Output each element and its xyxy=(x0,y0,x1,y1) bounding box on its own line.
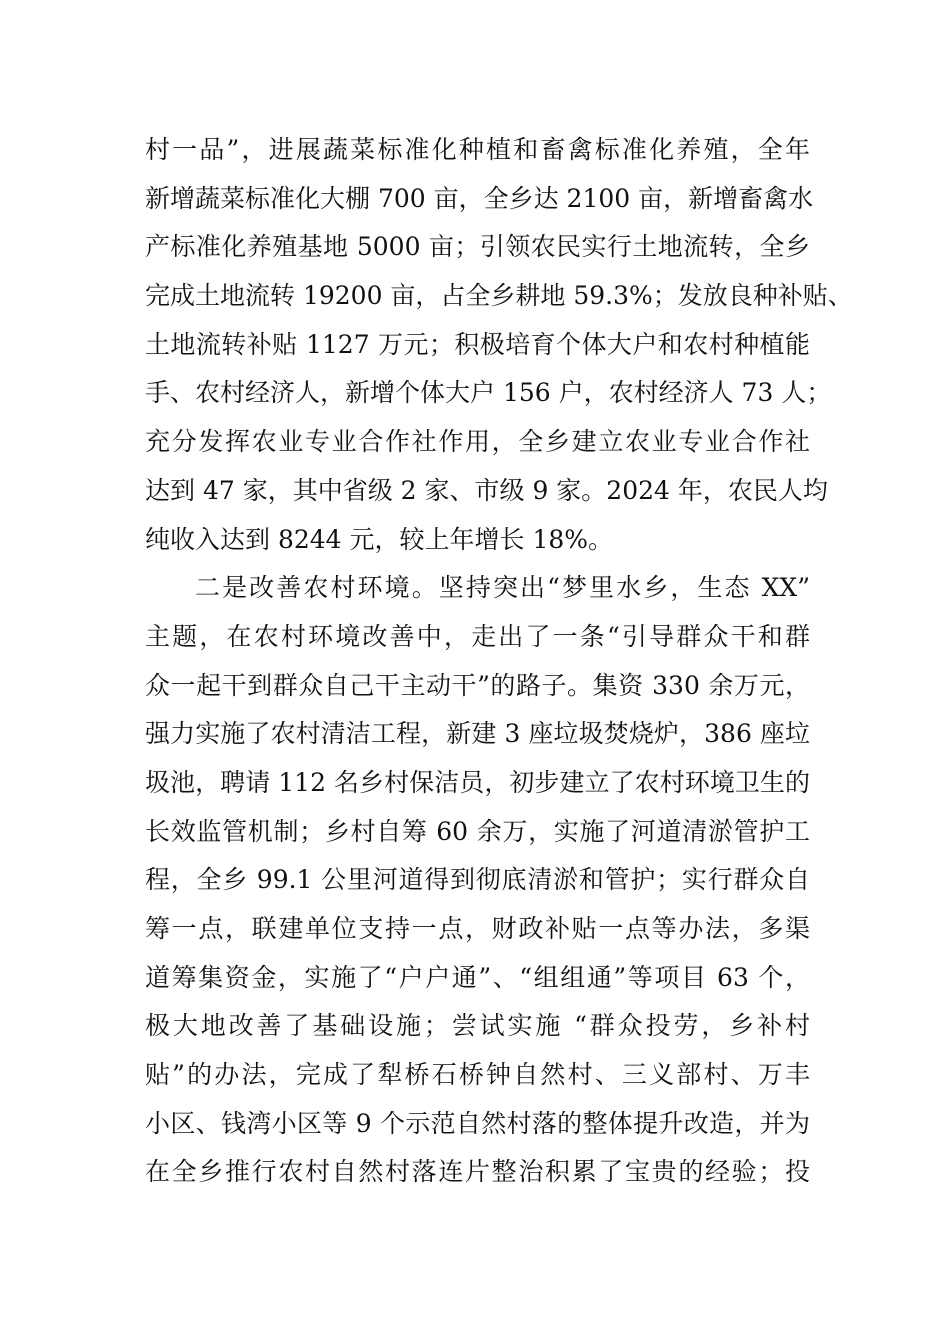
text-line: 道筹集资金，实施了“户户通”、“组组通”等项目 63 个， xyxy=(145,962,810,992)
paragraph-first-line: 二是改善农村环境。坚持突出“梦里水乡，生态 XX” xyxy=(195,573,810,603)
text-line: 土地流转补贴 1127 万元；积极培育个体大户和农村种植能 xyxy=(145,329,810,359)
text-line: 手、农村经济人，新增个体大户 156 户，农村经济人 73 人； xyxy=(145,378,832,408)
body-text xyxy=(145,126,853,1197)
text-line: 筹一点，联建单位支持一点，财政补贴一点等办法，多渠 xyxy=(145,914,810,943)
text-line: 充分发挥农业专业合作社作用，全乡建立农业专业合作社 xyxy=(145,427,810,457)
text-line: 完成土地流转 19200 亩，占全乡耕地 59.3%；发放良种补贴、 xyxy=(145,281,853,311)
text-line: 众一起干到群众自己干主动干”的路子。集资 330 余万元， xyxy=(145,670,810,700)
text-line: 在全乡推行农村自然村落连片整治积累了宝贵的经验；投 xyxy=(145,1157,810,1187)
text-line: 程，全乡 99.1 公里河道得到彻底清淤和管护；实行群众自 xyxy=(145,865,810,895)
text-line: 新增蔬菜标准化大棚 700 亩，全乡达 2100 亩，新增畜禽水 xyxy=(145,183,814,213)
text-line: 长效监管机制；乡村自筹 60 余万，实施了河道清淤管护工 xyxy=(145,816,810,846)
text-line: 极大地改善了基础设施；尝试实施 “群众投劳，乡补村 xyxy=(145,1011,810,1041)
text-line: 主题，在农村环境改善中，走出了一条“引导群众干和群 xyxy=(145,621,810,651)
text-line: 产标准化养殖基地 5000 亩；引领农民实行土地流转，全乡 xyxy=(145,232,810,262)
text-line: 强力实施了农村清洁工程，新建 3 座垃圾焚烧炉，386 座垃 xyxy=(145,719,810,749)
text-line: 村一品”，进展蔬菜标准化种植和畜禽标准化养殖，全年 xyxy=(145,135,810,164)
text-line: 纯收入达到 8244 元，较上年增长 18%。 xyxy=(145,524,614,554)
text-line: 小区、钱湾小区等 9 个示范自然村落的整体提升改造，并为 xyxy=(145,1108,810,1138)
text-line: 贴”的办法，完成了犁桥石桥钟自然村、三义部村、万丰 xyxy=(145,1060,810,1090)
text-line: 达到 47 家，其中省级 2 家、市级 9 家。2024 年，农民人均 xyxy=(145,475,828,505)
text-line: 圾池，聘请 112 名乡村保洁员，初步建立了农村环境卫生的 xyxy=(145,767,810,797)
